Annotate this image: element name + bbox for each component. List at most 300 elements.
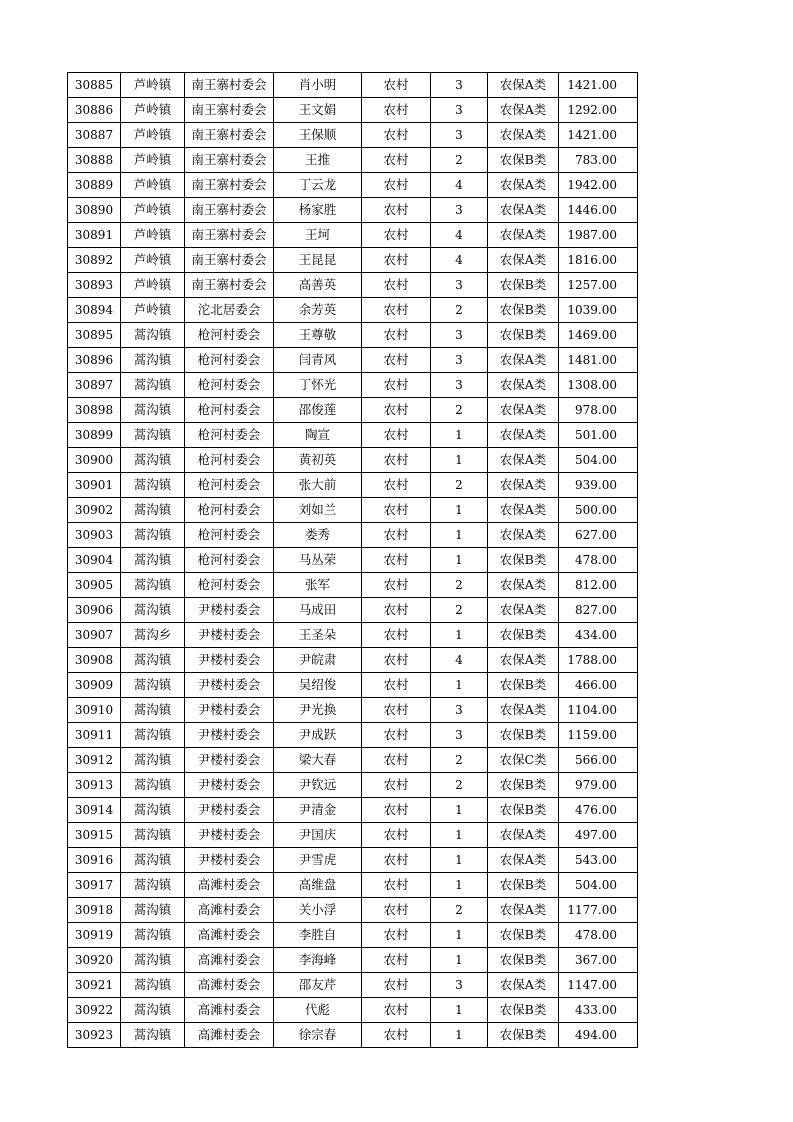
- amount-cell: 478.00: [559, 548, 638, 573]
- name-cell: 闫青风: [274, 348, 362, 373]
- village-committee-cell: 枪河村委会: [185, 573, 274, 598]
- household-type-cell: 农村: [362, 398, 431, 423]
- town-cell: 蒿沟镇: [121, 473, 185, 498]
- town-cell: 蒿沟镇: [121, 373, 185, 398]
- serial-number-cell: 30901: [68, 473, 121, 498]
- insurance-category-cell: 农保B类: [488, 298, 559, 323]
- amount-cell: 1292.00: [559, 98, 638, 123]
- village-committee-cell: 南王寨村委会: [185, 148, 274, 173]
- serial-number-cell: 30912: [68, 748, 121, 773]
- household-type-cell: 农村: [362, 348, 431, 373]
- town-cell: 蒿沟镇: [121, 998, 185, 1023]
- town-cell: 芦岭镇: [121, 73, 185, 98]
- name-cell: 娄秀: [274, 523, 362, 548]
- town-cell: 芦岭镇: [121, 123, 185, 148]
- amount-cell: 501.00: [559, 423, 638, 448]
- town-cell: 芦岭镇: [121, 273, 185, 298]
- serial-number-cell: 30905: [68, 573, 121, 598]
- serial-number-cell: 30914: [68, 798, 121, 823]
- household-size-cell: 1: [431, 998, 488, 1023]
- household-size-cell: 1: [431, 948, 488, 973]
- amount-cell: 1421.00: [559, 123, 638, 148]
- table-row: [68, 148, 638, 173]
- amount-cell: 466.00: [559, 673, 638, 698]
- name-cell: 尹光换: [274, 698, 362, 723]
- household-type-cell: 农村: [362, 198, 431, 223]
- name-cell: 陶宣: [274, 423, 362, 448]
- name-cell: 尹清金: [274, 798, 362, 823]
- table-row: [68, 473, 638, 498]
- amount-cell: 978.00: [559, 398, 638, 423]
- insurance-category-cell: 农保A类: [488, 173, 559, 198]
- insurance-category-cell: 农保B类: [488, 923, 559, 948]
- insurance-category-cell: 农保A类: [488, 898, 559, 923]
- table-row: [68, 773, 638, 798]
- town-cell: 芦岭镇: [121, 148, 185, 173]
- household-size-cell: 1: [431, 923, 488, 948]
- household-size-cell: 1: [431, 623, 488, 648]
- household-type-cell: 农村: [362, 873, 431, 898]
- village-committee-cell: 高滩村委会: [185, 948, 274, 973]
- serial-number-cell: 30899: [68, 423, 121, 448]
- name-cell: 梁大春: [274, 748, 362, 773]
- insurance-category-cell: 农保A类: [488, 598, 559, 623]
- town-cell: 蒿沟镇: [121, 398, 185, 423]
- name-cell: 肖小明: [274, 73, 362, 98]
- table-row: [68, 98, 638, 123]
- village-committee-cell: 高滩村委会: [185, 923, 274, 948]
- amount-cell: 1308.00: [559, 373, 638, 398]
- name-cell: 王保顺: [274, 123, 362, 148]
- town-cell: 蒿沟镇: [121, 948, 185, 973]
- serial-number-cell: 30903: [68, 523, 121, 548]
- name-cell: 张军: [274, 573, 362, 598]
- village-committee-cell: 枪河村委会: [185, 498, 274, 523]
- insurance-category-cell: 农保A类: [488, 373, 559, 398]
- insurance-category-cell: 农保A类: [488, 823, 559, 848]
- village-committee-cell: 枪河村委会: [185, 523, 274, 548]
- village-committee-cell: 尹楼村委会: [185, 623, 274, 648]
- roster-table: [67, 72, 638, 1048]
- serial-number-cell: 30920: [68, 948, 121, 973]
- serial-number-cell: 30919: [68, 923, 121, 948]
- household-type-cell: 农村: [362, 448, 431, 473]
- household-size-cell: 3: [431, 73, 488, 98]
- household-type-cell: 农村: [362, 723, 431, 748]
- town-cell: 芦岭镇: [121, 98, 185, 123]
- household-type-cell: 农村: [362, 648, 431, 673]
- household-size-cell: 3: [431, 723, 488, 748]
- table-row: [68, 648, 638, 673]
- household-size-cell: 1: [431, 423, 488, 448]
- insurance-category-cell: 农保B类: [488, 323, 559, 348]
- name-cell: 王坷: [274, 223, 362, 248]
- village-committee-cell: 高滩村委会: [185, 898, 274, 923]
- insurance-category-cell: 农保A类: [488, 648, 559, 673]
- name-cell: 黄初英: [274, 448, 362, 473]
- insurance-category-cell: 农保A类: [488, 698, 559, 723]
- town-cell: 蒿沟镇: [121, 648, 185, 673]
- village-committee-cell: 尹楼村委会: [185, 723, 274, 748]
- roster-body: [68, 73, 638, 1048]
- table-row: [68, 598, 638, 623]
- amount-cell: 504.00: [559, 873, 638, 898]
- village-committee-cell: 高滩村委会: [185, 998, 274, 1023]
- amount-cell: 433.00: [559, 998, 638, 1023]
- serial-number-cell: 30911: [68, 723, 121, 748]
- insurance-category-cell: 农保A类: [488, 523, 559, 548]
- insurance-category-cell: 农保A类: [488, 248, 559, 273]
- table-row: [68, 123, 638, 148]
- table-row: [68, 998, 638, 1023]
- town-cell: 芦岭镇: [121, 248, 185, 273]
- household-type-cell: 农村: [362, 273, 431, 298]
- table-row: [68, 973, 638, 998]
- table-row: [68, 498, 638, 523]
- serial-number-cell: 30906: [68, 598, 121, 623]
- serial-number-cell: 30902: [68, 498, 121, 523]
- household-size-cell: 2: [431, 773, 488, 798]
- town-cell: 蒿沟镇: [121, 348, 185, 373]
- insurance-category-cell: 农保B类: [488, 673, 559, 698]
- table-row: [68, 173, 638, 198]
- amount-cell: 1469.00: [559, 323, 638, 348]
- insurance-category-cell: 农保A类: [488, 98, 559, 123]
- name-cell: 尹皖肃: [274, 648, 362, 673]
- household-type-cell: 农村: [362, 623, 431, 648]
- serial-number-cell: 30887: [68, 123, 121, 148]
- village-committee-cell: 尹楼村委会: [185, 823, 274, 848]
- town-cell: 蒿沟镇: [121, 973, 185, 998]
- insurance-category-cell: 农保A类: [488, 423, 559, 448]
- household-size-cell: 2: [431, 573, 488, 598]
- household-size-cell: 2: [431, 898, 488, 923]
- household-size-cell: 4: [431, 223, 488, 248]
- town-cell: 芦岭镇: [121, 223, 185, 248]
- table-row: [68, 898, 638, 923]
- insurance-category-cell: 农保B类: [488, 723, 559, 748]
- name-cell: 高善英: [274, 273, 362, 298]
- household-type-cell: 农村: [362, 423, 431, 448]
- insurance-category-cell: 农保B类: [488, 1023, 559, 1048]
- household-type-cell: 农村: [362, 473, 431, 498]
- serial-number-cell: 30886: [68, 98, 121, 123]
- household-size-cell: 1: [431, 498, 488, 523]
- household-size-cell: 3: [431, 123, 488, 148]
- amount-cell: 1788.00: [559, 648, 638, 673]
- village-committee-cell: 枪河村委会: [185, 548, 274, 573]
- serial-number-cell: 30900: [68, 448, 121, 473]
- village-committee-cell: 高滩村委会: [185, 1023, 274, 1048]
- serial-number-cell: 30908: [68, 648, 121, 673]
- insurance-category-cell: 农保B类: [488, 773, 559, 798]
- amount-cell: 812.00: [559, 573, 638, 598]
- table-row: [68, 73, 638, 98]
- household-size-cell: 1: [431, 673, 488, 698]
- name-cell: 代彪: [274, 998, 362, 1023]
- serial-number-cell: 30895: [68, 323, 121, 348]
- table-row: [68, 198, 638, 223]
- insurance-category-cell: 农保A类: [488, 848, 559, 873]
- amount-cell: 1104.00: [559, 698, 638, 723]
- town-cell: 蒿沟乡: [121, 623, 185, 648]
- household-type-cell: 农村: [362, 248, 431, 273]
- household-type-cell: 农村: [362, 523, 431, 548]
- household-size-cell: 1: [431, 823, 488, 848]
- serial-number-cell: 30888: [68, 148, 121, 173]
- serial-number-cell: 30885: [68, 73, 121, 98]
- name-cell: 邵俊莲: [274, 398, 362, 423]
- household-size-cell: 1: [431, 1023, 488, 1048]
- household-size-cell: 3: [431, 98, 488, 123]
- town-cell: 蒿沟镇: [121, 573, 185, 598]
- serial-number-cell: 30904: [68, 548, 121, 573]
- household-type-cell: 农村: [362, 673, 431, 698]
- insurance-category-cell: 农保A类: [488, 398, 559, 423]
- amount-cell: 1039.00: [559, 298, 638, 323]
- village-committee-cell: 枪河村委会: [185, 398, 274, 423]
- serial-number-cell: 30916: [68, 848, 121, 873]
- household-size-cell: 2: [431, 598, 488, 623]
- town-cell: 芦岭镇: [121, 173, 185, 198]
- town-cell: 蒿沟镇: [121, 423, 185, 448]
- amount-cell: 783.00: [559, 148, 638, 173]
- village-committee-cell: 枪河村委会: [185, 448, 274, 473]
- town-cell: 蒿沟镇: [121, 498, 185, 523]
- household-size-cell: 3: [431, 373, 488, 398]
- table-row: [68, 798, 638, 823]
- table-row: [68, 548, 638, 573]
- household-type-cell: 农村: [362, 773, 431, 798]
- household-type-cell: 农村: [362, 223, 431, 248]
- town-cell: 蒿沟镇: [121, 548, 185, 573]
- name-cell: 李胜自: [274, 923, 362, 948]
- name-cell: 王圣朵: [274, 623, 362, 648]
- household-size-cell: 2: [431, 748, 488, 773]
- table-row: [68, 573, 638, 598]
- serial-number-cell: 30898: [68, 398, 121, 423]
- village-committee-cell: 尹楼村委会: [185, 848, 274, 873]
- household-size-cell: 3: [431, 273, 488, 298]
- name-cell: 尹成跃: [274, 723, 362, 748]
- household-size-cell: 2: [431, 473, 488, 498]
- household-type-cell: 农村: [362, 548, 431, 573]
- serial-number-cell: 30893: [68, 273, 121, 298]
- village-committee-cell: 南王寨村委会: [185, 98, 274, 123]
- village-committee-cell: 南王寨村委会: [185, 73, 274, 98]
- table-row: [68, 723, 638, 748]
- serial-number-cell: 30897: [68, 373, 121, 398]
- household-size-cell: 2: [431, 148, 488, 173]
- table-row: [68, 698, 638, 723]
- serial-number-cell: 30889: [68, 173, 121, 198]
- household-size-cell: 1: [431, 873, 488, 898]
- table-row: [68, 348, 638, 373]
- household-type-cell: 农村: [362, 123, 431, 148]
- table-row: [68, 448, 638, 473]
- insurance-category-cell: 农保A类: [488, 973, 559, 998]
- town-cell: 芦岭镇: [121, 298, 185, 323]
- household-size-cell: 3: [431, 973, 488, 998]
- household-type-cell: 农村: [362, 973, 431, 998]
- table-row: [68, 748, 638, 773]
- town-cell: 蒿沟镇: [121, 898, 185, 923]
- village-committee-cell: 南王寨村委会: [185, 273, 274, 298]
- household-size-cell: 1: [431, 848, 488, 873]
- table-row: [68, 223, 638, 248]
- serial-number-cell: 30918: [68, 898, 121, 923]
- serial-number-cell: 30892: [68, 248, 121, 273]
- town-cell: 蒿沟镇: [121, 748, 185, 773]
- household-type-cell: 农村: [362, 98, 431, 123]
- insurance-category-cell: 农保A类: [488, 198, 559, 223]
- insurance-category-cell: 农保A类: [488, 223, 559, 248]
- household-size-cell: 1: [431, 548, 488, 573]
- village-committee-cell: 南王寨村委会: [185, 198, 274, 223]
- household-type-cell: 农村: [362, 573, 431, 598]
- name-cell: 高维盘: [274, 873, 362, 898]
- insurance-category-cell: 农保A类: [488, 448, 559, 473]
- household-size-cell: 3: [431, 348, 488, 373]
- insurance-category-cell: 农保A类: [488, 123, 559, 148]
- household-type-cell: 农村: [362, 848, 431, 873]
- insurance-category-cell: 农保B类: [488, 623, 559, 648]
- table-row: [68, 923, 638, 948]
- household-type-cell: 农村: [362, 748, 431, 773]
- household-size-cell: 1: [431, 448, 488, 473]
- household-type-cell: 农村: [362, 998, 431, 1023]
- household-type-cell: 农村: [362, 498, 431, 523]
- village-committee-cell: 高滩村委会: [185, 873, 274, 898]
- household-size-cell: 4: [431, 248, 488, 273]
- town-cell: 蒿沟镇: [121, 923, 185, 948]
- household-type-cell: 农村: [362, 898, 431, 923]
- household-type-cell: 农村: [362, 698, 431, 723]
- amount-cell: 1446.00: [559, 198, 638, 223]
- village-committee-cell: 枪河村委会: [185, 423, 274, 448]
- amount-cell: 476.00: [559, 798, 638, 823]
- table-row: [68, 248, 638, 273]
- serial-number-cell: 30890: [68, 198, 121, 223]
- amount-cell: 1942.00: [559, 173, 638, 198]
- household-size-cell: 3: [431, 198, 488, 223]
- name-cell: 丁怀光: [274, 373, 362, 398]
- village-committee-cell: 高滩村委会: [185, 973, 274, 998]
- serial-number-cell: 30910: [68, 698, 121, 723]
- name-cell: 吴绍俊: [274, 673, 362, 698]
- table-row: [68, 523, 638, 548]
- household-size-cell: 1: [431, 798, 488, 823]
- village-committee-cell: 南王寨村委会: [185, 248, 274, 273]
- amount-cell: 367.00: [559, 948, 638, 973]
- household-type-cell: 农村: [362, 1023, 431, 1048]
- household-size-cell: 4: [431, 648, 488, 673]
- serial-number-cell: 30891: [68, 223, 121, 248]
- table-row: [68, 623, 638, 648]
- amount-cell: 1159.00: [559, 723, 638, 748]
- name-cell: 余芳英: [274, 298, 362, 323]
- amount-cell: 1257.00: [559, 273, 638, 298]
- town-cell: 蒿沟镇: [121, 798, 185, 823]
- village-committee-cell: 沱北居委会: [185, 298, 274, 323]
- household-size-cell: 2: [431, 298, 488, 323]
- serial-number-cell: 30917: [68, 873, 121, 898]
- table-row: [68, 848, 638, 873]
- insurance-category-cell: 农保B类: [488, 948, 559, 973]
- village-committee-cell: 枪河村委会: [185, 473, 274, 498]
- household-type-cell: 农村: [362, 923, 431, 948]
- name-cell: 丁云龙: [274, 173, 362, 198]
- name-cell: 马丛荣: [274, 548, 362, 573]
- town-cell: 芦岭镇: [121, 198, 185, 223]
- household-size-cell: 4: [431, 173, 488, 198]
- serial-number-cell: 30909: [68, 673, 121, 698]
- town-cell: 蒿沟镇: [121, 523, 185, 548]
- name-cell: 张大前: [274, 473, 362, 498]
- amount-cell: 1177.00: [559, 898, 638, 923]
- name-cell: 王推: [274, 148, 362, 173]
- town-cell: 蒿沟镇: [121, 598, 185, 623]
- village-committee-cell: 南王寨村委会: [185, 123, 274, 148]
- town-cell: 蒿沟镇: [121, 323, 185, 348]
- table-row: [68, 423, 638, 448]
- insurance-category-cell: 农保B类: [488, 798, 559, 823]
- serial-number-cell: 30894: [68, 298, 121, 323]
- village-committee-cell: 枪河村委会: [185, 348, 274, 373]
- serial-number-cell: 30922: [68, 998, 121, 1023]
- name-cell: 尹钦远: [274, 773, 362, 798]
- serial-number-cell: 30921: [68, 973, 121, 998]
- household-type-cell: 农村: [362, 373, 431, 398]
- village-committee-cell: 枪河村委会: [185, 373, 274, 398]
- serial-number-cell: 30913: [68, 773, 121, 798]
- name-cell: 尹国庆: [274, 823, 362, 848]
- name-cell: 徐宗春: [274, 1023, 362, 1048]
- village-committee-cell: 尹楼村委会: [185, 648, 274, 673]
- village-committee-cell: 尹楼村委会: [185, 748, 274, 773]
- town-cell: 蒿沟镇: [121, 848, 185, 873]
- village-committee-cell: 枪河村委会: [185, 323, 274, 348]
- serial-number-cell: 30907: [68, 623, 121, 648]
- amount-cell: 627.00: [559, 523, 638, 548]
- name-cell: 王文娟: [274, 98, 362, 123]
- table-row: [68, 398, 638, 423]
- town-cell: 蒿沟镇: [121, 773, 185, 798]
- village-committee-cell: 尹楼村委会: [185, 773, 274, 798]
- town-cell: 蒿沟镇: [121, 673, 185, 698]
- village-committee-cell: 尹楼村委会: [185, 673, 274, 698]
- village-committee-cell: 尹楼村委会: [185, 798, 274, 823]
- village-committee-cell: 南王寨村委会: [185, 223, 274, 248]
- town-cell: 蒿沟镇: [121, 823, 185, 848]
- amount-cell: 504.00: [559, 448, 638, 473]
- village-committee-cell: 尹楼村委会: [185, 698, 274, 723]
- household-size-cell: 3: [431, 698, 488, 723]
- name-cell: 刘如兰: [274, 498, 362, 523]
- household-type-cell: 农村: [362, 148, 431, 173]
- town-cell: 蒿沟镇: [121, 873, 185, 898]
- amount-cell: 566.00: [559, 748, 638, 773]
- name-cell: 马成田: [274, 598, 362, 623]
- household-type-cell: 农村: [362, 323, 431, 348]
- table-row: [68, 373, 638, 398]
- amount-cell: 494.00: [559, 1023, 638, 1048]
- amount-cell: 939.00: [559, 473, 638, 498]
- amount-cell: 434.00: [559, 623, 638, 648]
- insurance-category-cell: 农保A类: [488, 348, 559, 373]
- town-cell: 蒿沟镇: [121, 723, 185, 748]
- table-row: [68, 1023, 638, 1048]
